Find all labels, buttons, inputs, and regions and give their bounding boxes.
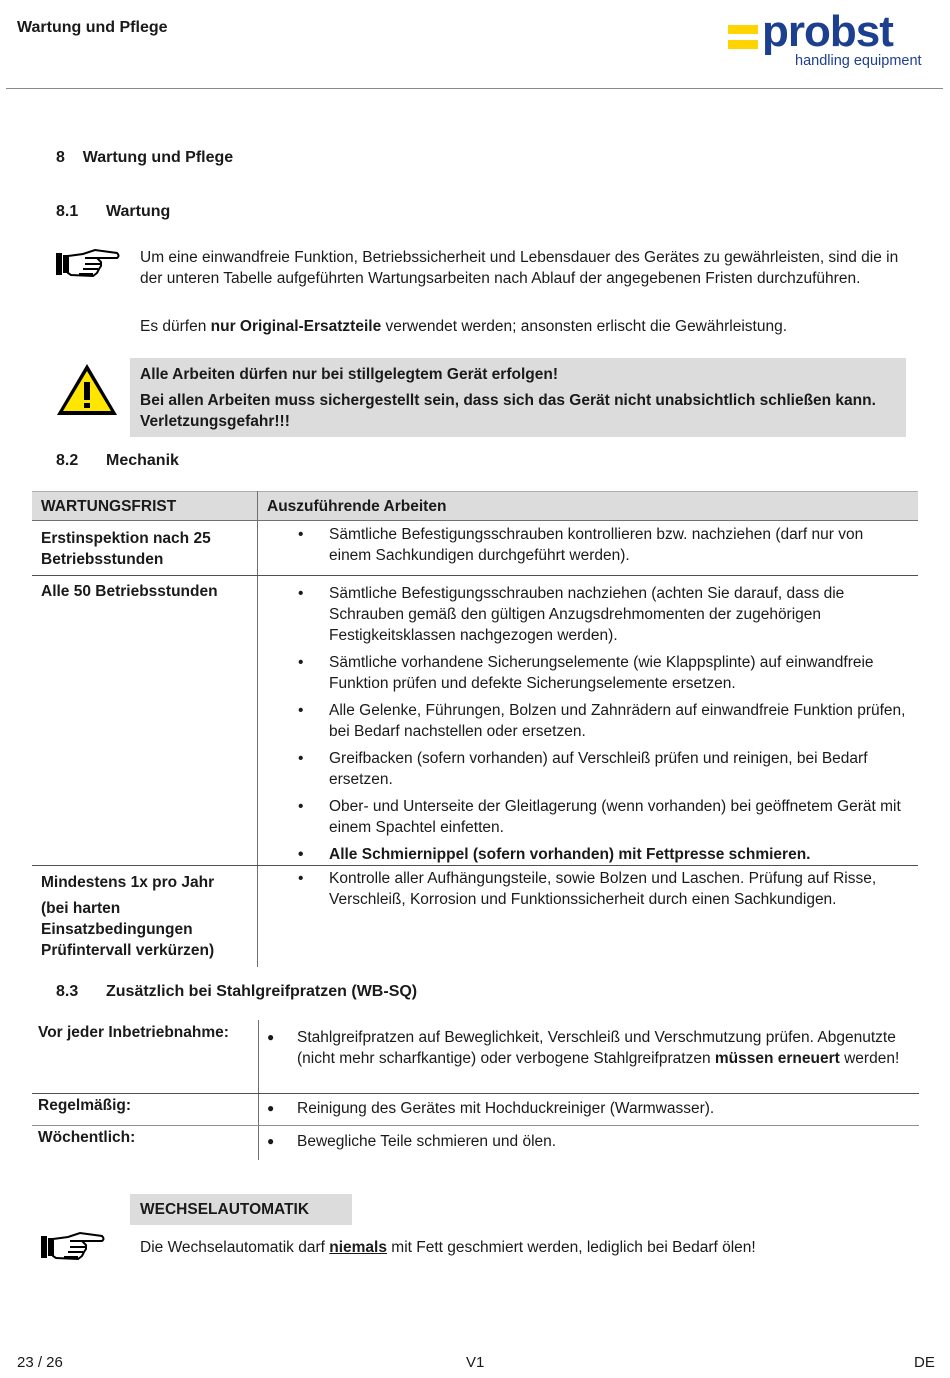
header-divider <box>6 88 943 89</box>
tasks-cell <box>259 1094 920 1126</box>
spare-parts-text-bold: nur Original-Ersatzteile <box>210 318 382 335</box>
section-82-title: Mechanik <box>106 452 179 469</box>
task-text-a: Stahlgreifpratzen auf Beweglichkeit, Verschleiß und Verschmutzung prüfen. Abgenutzte (nicht mehr scharfkantige) oder verbogene Stahlgreifpratzen <box>297 1029 896 1067</box>
warning-triangle-icon <box>55 362 119 418</box>
list-item: • Greifbacken (sofern vorhanden) auf Verschleiß prüfen und reinigen, bei Bedarf ersetzen. <box>267 748 909 790</box>
interval-cell: Wöchentlich: <box>32 1126 259 1161</box>
list-item: • Alle Gelenke, Führungen, Bolzen und Zahnrädern auf einwandfreie Funktion prüfen, bei Bedarf nachstellen oder ersetzen. <box>267 700 909 742</box>
section-83-title: Zusätzlich bei Stahlgreifpratzen (WB-SQ) <box>106 983 418 1000</box>
interval-cell: Erstinspektion nach 25 Betriebsstunden <box>32 521 258 576</box>
maintenance-intro-text: Um eine einwandfreie Funktion, Betriebssicherheit und Lebensdauer des Gerätes zu gewährleisten, sind die in der unteren Tabelle aufgeführten Wartungsarbeiten nach Ablauf der angegebenen Fristen durchzuführen. <box>140 249 899 287</box>
mechanics-maintenance-table <box>32 491 918 967</box>
probst-logo <box>728 7 934 74</box>
logo-wordmark: probst <box>762 7 893 56</box>
table-header-row <box>32 492 918 521</box>
section-8-number: 8 <box>56 149 65 166</box>
list-item: • Sämtliche Befestigungsschrauben kontrollieren bzw. nachziehen (darf nur von einem Sachkundigen durchgeführt werden). <box>267 524 909 566</box>
wechsel-text-a: Die Wechselautomatik darf <box>140 1239 330 1256</box>
spare-parts-text-c: verwendet werden; ansonsten erlischt die Gewährleistung. <box>381 318 788 335</box>
table-row <box>32 576 918 866</box>
spare-parts-text-a: Es dürfen <box>140 318 211 335</box>
steel-grip-maintenance-table <box>32 1020 919 1160</box>
section-8-title: Wartung und Pflege <box>82 149 234 166</box>
wechsel-text-bold: niemals <box>329 1239 387 1256</box>
table-row <box>32 1020 919 1094</box>
list-item: • Alle Schmiernippel (sofern vorhanden) mit Fettpresse schmieren. <box>267 844 909 865</box>
table-row <box>32 866 918 968</box>
interval-cell <box>32 866 258 968</box>
safety-warning-box <box>130 358 906 437</box>
safety-warning-text <box>140 364 900 432</box>
table-row <box>32 1126 919 1161</box>
section-81-heading <box>56 201 170 222</box>
pointing-hand-icon <box>55 247 121 281</box>
tasks-cell <box>258 866 919 968</box>
interval-main: Mindestens 1x pro Jahr <box>41 874 215 891</box>
logo-tagline: handling equipment <box>795 53 922 69</box>
language-label: DE <box>914 1354 935 1371</box>
tasks-cell <box>259 1020 920 1094</box>
tasks-cell <box>259 1126 920 1161</box>
list-item: • Sämtliche vorhandene Sicherungselemente (wie Klappsplinte) auf einwandfreie Funktion prüfen und defekte Sicherungselemente ersetzen. <box>267 652 909 694</box>
logo-bar-top <box>728 25 758 34</box>
column-header-interval: WARTUNGSFRIST <box>32 492 258 521</box>
column-header-tasks: Auszuführende Arbeiten <box>258 492 919 521</box>
task-text-bold: müssen erneuert <box>714 1050 840 1067</box>
warning-line-1: Alle Arbeiten dürfen nur bei stillgelegtem Gerät erfolgen! <box>140 366 558 383</box>
interval-cell: Regelmäßig: <box>32 1094 259 1126</box>
table-row <box>32 521 918 576</box>
list-item: • Sämtliche Befestigungsschrauben nachziehen (achten Sie darauf, dass die Schrauben gemäß den gültigen Anzugsdrehmomenten der zugehörigen Festigkeitsklassen nachgezogen werden). <box>267 583 909 646</box>
section-81-title: Wartung <box>106 203 171 220</box>
list-item <box>267 1027 913 1069</box>
list-item: • Kontrolle aller Aufhängungsteile, sowie Bolzen und Laschen. Prüfung auf Risse, Verschleiß, Korrosion und Funktionssicherheit durch einen Sachkundigen. <box>267 868 909 910</box>
list-item: ● Reinigung des Gerätes mit Hochduckreiniger (Warmwasser). <box>267 1098 913 1119</box>
pointing-hand-icon <box>40 1230 106 1264</box>
wechselautomatik-title: WECHSELAUTOMATIK <box>140 1201 310 1218</box>
version-label: V1 <box>466 1354 485 1371</box>
interval-cell: Alle 50 Betriebsstunden <box>32 576 258 866</box>
section-82-number: 8.2 <box>56 452 79 469</box>
logo-bar-bottom <box>728 40 758 49</box>
section-83-heading <box>56 981 417 1002</box>
wechselautomatik-note <box>140 1237 900 1258</box>
wechsel-text-c: mit Fett geschmiert werden, lediglich bei Bedarf ölen! <box>386 1239 756 1256</box>
section-83-number: 8.3 <box>56 983 79 1000</box>
page-number: 23 / 26 <box>17 1354 63 1371</box>
section-8-heading <box>56 147 233 168</box>
spare-parts-note <box>140 316 900 337</box>
tasks-cell <box>258 521 919 576</box>
section-82-heading <box>56 450 179 471</box>
wechselautomatik-heading-box <box>130 1194 352 1225</box>
header-title: Wartung und Pflege <box>17 19 168 36</box>
task-text-c: werden! <box>839 1050 900 1067</box>
interval-note: (bei harten Einsatzbedingungen Prüfintervall verkürzen) <box>41 900 215 959</box>
list-item: • Ober- und Unterseite der Gleitlagerung (wenn vorhanden) bei geöffnetem Gerät mit einem Spachtel einfetten. <box>267 796 909 838</box>
list-item: ● Bewegliche Teile schmieren und ölen. <box>267 1131 913 1152</box>
table-row <box>32 1094 919 1126</box>
tasks-cell <box>258 576 919 866</box>
section-81-number: 8.1 <box>56 203 79 220</box>
warning-line-2: Bei allen Arbeiten muss sichergestellt sein, dass sich das Gerät nicht unabsichtlich schließen kann. Verletzungsgefahr!!! <box>140 392 876 430</box>
interval-cell: Vor jeder Inbetriebnahme: <box>32 1020 259 1094</box>
